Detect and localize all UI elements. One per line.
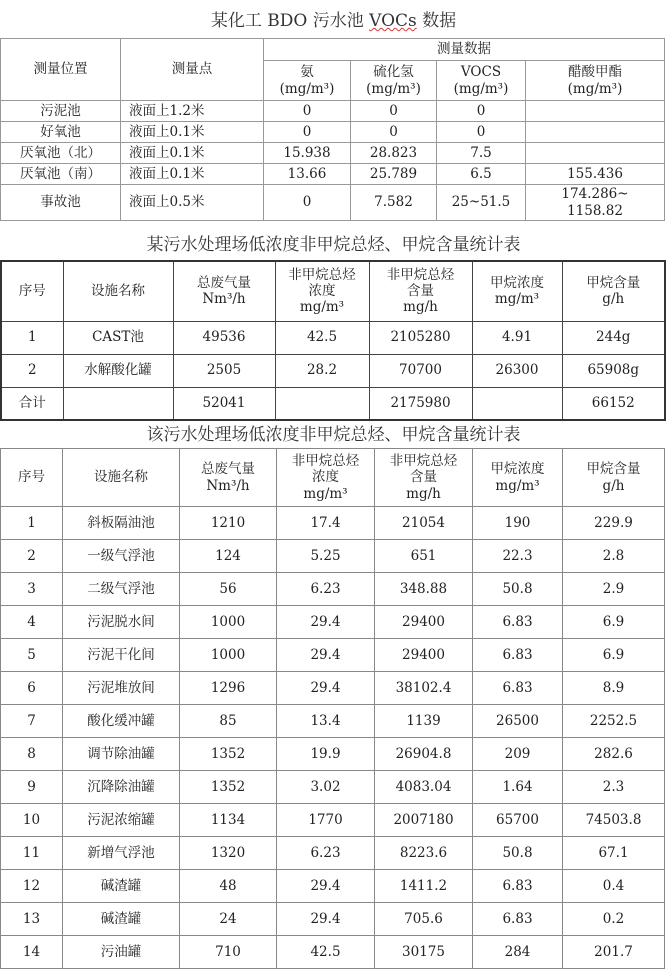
table-cell: 酸化缓冲罐 xyxy=(63,705,180,738)
table-cell: 29.4 xyxy=(277,639,375,672)
table-cell: 29.4 xyxy=(277,870,375,903)
table-cell: 污泥干化间 xyxy=(63,639,180,672)
table-row xyxy=(1,606,665,639)
table-cell: 28.2 xyxy=(275,354,369,387)
table-cell: 污泥堆放间 xyxy=(63,672,180,705)
table-cell: 52041 xyxy=(173,387,275,420)
detail-table xyxy=(0,448,665,969)
table-cell: 水解酸化罐 xyxy=(63,354,173,387)
header-location: 测量位置 xyxy=(1,39,121,101)
voc-data-table xyxy=(0,38,665,221)
table-cell: 56 xyxy=(180,573,277,606)
table-cell: 1296 xyxy=(180,672,277,705)
table3-title: 该污水处理场低浓度非甲烷总烃、甲烷含量统计表 xyxy=(146,425,521,445)
table-cell: 1320 xyxy=(180,837,277,870)
table-row xyxy=(1,903,665,936)
table-cell: 0.2 xyxy=(563,903,665,936)
column-header: 总废气量 Nm³/h xyxy=(173,261,275,321)
table-cell xyxy=(472,387,562,420)
column-header: 序号 xyxy=(1,449,63,507)
table-cell: 5 xyxy=(1,639,63,672)
table-cell: 38102.4 xyxy=(375,672,473,705)
table-cell: 282.6 xyxy=(563,738,665,771)
value-cell: 174.286~ 1158.82 xyxy=(526,185,665,221)
table-cell: 29.4 xyxy=(277,903,375,936)
column-header: 非甲烷总烃 浓度 mg/m³ xyxy=(275,261,369,321)
table-cell: 26904.8 xyxy=(375,738,473,771)
table-row xyxy=(1,185,665,221)
table-cell: 2252.5 xyxy=(563,705,665,738)
value-cell: 7.582 xyxy=(351,185,437,221)
table-row xyxy=(1,507,665,540)
table2-title: 某污水处理场低浓度非甲烷总烃、甲烷含量统计表 xyxy=(146,235,521,255)
table-cell: 85 xyxy=(180,705,277,738)
header-point: 测量点 xyxy=(121,39,264,101)
point-cell: 液面上0.1米 xyxy=(121,143,264,164)
table-cell: 6.83 xyxy=(473,639,563,672)
value-cell: 25~51.5 xyxy=(437,185,526,221)
table-cell: 2.9 xyxy=(563,573,665,606)
table-cell: 48 xyxy=(180,870,277,903)
table-cell: 651 xyxy=(375,540,473,573)
value-cell: 15.938 xyxy=(264,143,351,164)
column-header: 硫化氢 (mg/m³) xyxy=(351,61,437,101)
value-cell: 0 xyxy=(437,122,526,143)
table-cell: 1 xyxy=(1,321,63,354)
table-cell: 5.25 xyxy=(277,540,375,573)
table-row xyxy=(1,705,665,738)
table-cell: 13.4 xyxy=(277,705,375,738)
column-header: 设施名称 xyxy=(63,261,173,321)
table-row xyxy=(1,936,665,969)
table-cell: 201.7 xyxy=(563,936,665,969)
table-cell: CAST池 xyxy=(63,321,173,354)
table-cell: 42.5 xyxy=(277,936,375,969)
table-cell: 2105280 xyxy=(369,321,472,354)
table-cell: 碱渣罐 xyxy=(63,903,180,936)
table-row xyxy=(1,738,665,771)
table-cell: 3.02 xyxy=(277,771,375,804)
table-row xyxy=(1,672,665,705)
value-cell: 0 xyxy=(351,122,437,143)
table-cell: 710 xyxy=(180,936,277,969)
table-cell: 14 xyxy=(1,936,63,969)
table-cell: 6.83 xyxy=(473,606,563,639)
table-cell: 74503.8 xyxy=(563,804,665,837)
table-cell: 污泥脱水间 xyxy=(63,606,180,639)
value-cell xyxy=(526,122,665,143)
table-cell: 244g xyxy=(562,321,665,354)
table-row xyxy=(1,387,665,420)
value-cell: 0 xyxy=(264,122,351,143)
column-header: 设施名称 xyxy=(63,449,180,507)
table-cell: 229.9 xyxy=(563,507,665,540)
table-cell: 2.3 xyxy=(563,771,665,804)
table-cell: 3 xyxy=(1,573,63,606)
table-cell: 1000 xyxy=(180,606,277,639)
table-cell: 6.83 xyxy=(473,903,563,936)
table-cell: 9 xyxy=(1,771,63,804)
table-cell: 0.4 xyxy=(563,870,665,903)
table-cell: 碱渣罐 xyxy=(63,870,180,903)
value-cell: 6.5 xyxy=(437,164,526,185)
table-cell: 6.9 xyxy=(563,639,665,672)
table-cell: 6 xyxy=(1,672,63,705)
value-cell: 28.823 xyxy=(351,143,437,164)
table-row xyxy=(1,837,665,870)
table-cell: 二级气浮池 xyxy=(63,573,180,606)
table-cell: 124 xyxy=(180,540,277,573)
table-cell: 1139 xyxy=(375,705,473,738)
table-cell: 29400 xyxy=(375,606,473,639)
table-cell: 19.9 xyxy=(277,738,375,771)
table-cell: 1.64 xyxy=(473,771,563,804)
location-cell: 污泥池 xyxy=(1,101,121,122)
column-header: 非甲烷总烃 浓度 mg/m³ xyxy=(277,449,375,507)
table-cell: 22.3 xyxy=(473,540,563,573)
table-row xyxy=(1,771,665,804)
table-cell: 2007180 xyxy=(375,804,473,837)
table-cell: 沉降除油罐 xyxy=(63,771,180,804)
column-header: 非甲烷总烃 含量 mg/h xyxy=(369,261,472,321)
table-cell: 1000 xyxy=(180,639,277,672)
value-cell xyxy=(526,143,665,164)
location-cell: 事故池 xyxy=(1,185,121,221)
table-cell: 29.4 xyxy=(277,606,375,639)
column-header: 总废气量 Nm³/h xyxy=(180,449,277,507)
table-cell: 2505 xyxy=(173,354,275,387)
table-cell: 50.8 xyxy=(473,837,563,870)
table-cell: 1210 xyxy=(180,507,277,540)
table-cell: 705.6 xyxy=(375,903,473,936)
table-cell: 21054 xyxy=(375,507,473,540)
header-measurement-data: 测量数据 xyxy=(264,39,665,61)
column-header: 甲烷浓度 mg/m³ xyxy=(472,261,562,321)
table-cell: 29.4 xyxy=(277,672,375,705)
column-header: 非甲烷总烃 含量 mg/h xyxy=(375,449,473,507)
table-cell: 42.5 xyxy=(275,321,369,354)
column-header: 甲烷含量 g/h xyxy=(563,449,665,507)
table-cell: 6.83 xyxy=(473,870,563,903)
table-cell: 284 xyxy=(473,936,563,969)
table-cell: 斜板隔油池 xyxy=(63,507,180,540)
table-cell: 10 xyxy=(1,804,63,837)
table-cell: 2 xyxy=(1,540,63,573)
table-cell: 17.4 xyxy=(277,507,375,540)
table-cell: 11 xyxy=(1,837,63,870)
table-cell: 1352 xyxy=(180,771,277,804)
table-cell: 8.9 xyxy=(563,672,665,705)
table-cell: 66152 xyxy=(562,387,665,420)
point-cell: 液面上1.2米 xyxy=(121,101,264,122)
table-cell: 8 xyxy=(1,738,63,771)
table-cell: 6.83 xyxy=(473,672,563,705)
table-cell: 1411.2 xyxy=(375,870,473,903)
value-cell xyxy=(526,101,665,122)
value-cell: 7.5 xyxy=(437,143,526,164)
column-header: 序号 xyxy=(1,261,63,321)
table-cell: 30175 xyxy=(375,936,473,969)
table-cell: 29400 xyxy=(375,639,473,672)
table-cell: 65908g xyxy=(562,354,665,387)
table-cell: 8223.6 xyxy=(375,837,473,870)
column-header: VOCS (mg/m³) xyxy=(437,61,526,101)
table-cell: 348.88 xyxy=(375,573,473,606)
table-row xyxy=(1,540,665,573)
value-cell: 0 xyxy=(437,101,526,122)
table-row xyxy=(1,143,665,164)
column-header: 氨 (mg/m³) xyxy=(264,61,351,101)
table-row xyxy=(1,639,665,672)
value-cell: 13.66 xyxy=(264,164,351,185)
point-cell: 液面上0.1米 xyxy=(121,164,264,185)
table-row xyxy=(1,122,665,143)
table-cell: 1134 xyxy=(180,804,277,837)
column-header: 醋酸甲酯 (mg/m³) xyxy=(526,61,665,101)
table-cell: 新增气浮池 xyxy=(63,837,180,870)
location-cell: 厌氧池（北） xyxy=(1,143,121,164)
value-cell: 155.436 xyxy=(526,164,665,185)
table-cell: 26500 xyxy=(473,705,563,738)
table-cell xyxy=(63,387,173,420)
table-cell: 2.8 xyxy=(563,540,665,573)
table-cell: 2 xyxy=(1,354,63,387)
table-cell: 49536 xyxy=(173,321,275,354)
summary-table xyxy=(0,260,666,421)
table-row xyxy=(1,804,665,837)
table-cell: 一级气浮池 xyxy=(63,540,180,573)
table-cell: 7 xyxy=(1,705,63,738)
table-row xyxy=(1,573,665,606)
table1-title: 某化工 BDO 污水池 VOCs 数据 xyxy=(210,11,457,31)
location-cell: 厌氧池（南） xyxy=(1,164,121,185)
table-cell: 2175980 xyxy=(369,387,472,420)
table-cell: 4 xyxy=(1,606,63,639)
table-cell: 50.8 xyxy=(473,573,563,606)
table-cell: 污泥浓缩罐 xyxy=(63,804,180,837)
table-cell: 4.91 xyxy=(472,321,562,354)
table-cell: 24 xyxy=(180,903,277,936)
value-cell: 25.789 xyxy=(351,164,437,185)
location-cell: 好氧池 xyxy=(1,122,121,143)
value-cell: 0 xyxy=(351,101,437,122)
table-row xyxy=(1,164,665,185)
table-cell: 合计 xyxy=(1,387,63,420)
table-cell: 6.23 xyxy=(277,573,375,606)
point-cell: 液面上0.1米 xyxy=(121,122,264,143)
table-cell: 调节除油罐 xyxy=(63,738,180,771)
table-row xyxy=(1,870,665,903)
table-cell: 污油罐 xyxy=(63,936,180,969)
table-cell: 190 xyxy=(473,507,563,540)
table-cell: 1 xyxy=(1,507,63,540)
table-row xyxy=(1,354,665,387)
table-cell: 1770 xyxy=(277,804,375,837)
value-cell: 0 xyxy=(264,101,351,122)
value-cell: 0 xyxy=(264,185,351,221)
table-cell: 1352 xyxy=(180,738,277,771)
vocs-term: VOCs xyxy=(369,11,417,31)
table-cell: 13 xyxy=(1,903,63,936)
column-header: 甲烷浓度 mg/m³ xyxy=(473,449,563,507)
table-cell: 209 xyxy=(473,738,563,771)
table-row xyxy=(1,321,665,354)
table-cell: 70700 xyxy=(369,354,472,387)
table-cell xyxy=(275,387,369,420)
table-row xyxy=(1,101,665,122)
table-cell: 4083.04 xyxy=(375,771,473,804)
table-cell: 6.9 xyxy=(563,606,665,639)
column-header: 甲烷含量 g/h xyxy=(562,261,665,321)
point-cell: 液面上0.5米 xyxy=(121,185,264,221)
table-cell: 67.1 xyxy=(563,837,665,870)
table-cell: 65700 xyxy=(473,804,563,837)
table-cell: 6.23 xyxy=(277,837,375,870)
table-cell: 12 xyxy=(1,870,63,903)
table-cell: 26300 xyxy=(472,354,562,387)
